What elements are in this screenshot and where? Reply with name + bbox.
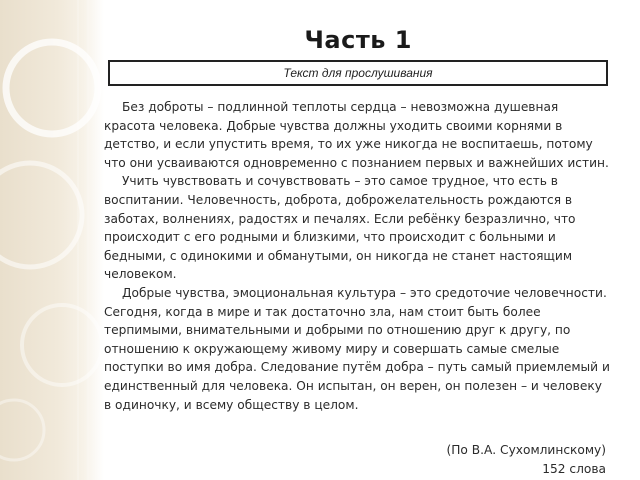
subtitle-text: Текст для прослушивания	[283, 66, 433, 80]
paragraph: Добрые чувства, эмоциональная культура – это средоточие человечности. Сегодня, когда в мире и так достаточно зла, нам стоит быть более терпимыми, внимательными и добрыми по отношению друг к другу, по отношению к окружающему живому миру и совершать самые смелые поступки во имя добра. Следование путём добра – путь самый приемлемый и единственный для человека. Он испытан, он верен, он полезен – и человеку в одиночку, и всему обществу в целом.	[104, 285, 610, 412]
decorative-rings-graphic	[0, 0, 104, 480]
attribution: (По В.А. Сухомлинскому)	[446, 443, 606, 457]
page-title: Часть 1	[304, 26, 412, 54]
body-text	[104, 98, 612, 414]
decorative-side-panel	[0, 0, 104, 480]
word-count: 152 слова	[542, 462, 606, 476]
paragraph: Учить чувствовать и сочувствовать – это самое трудное, что есть в воспитании. Человечность, доброта, доброжелательность рождаются в заботах, волнениях, радостях и печалях. Если ребёнку безразлично, что происходит с его родными и близкими, что происходит с больными и бедными, с одинокими и обманутыми, он никогда не станет настоящим человеком.	[104, 174, 576, 282]
subtitle-box	[108, 60, 608, 86]
paragraph: Без доброты – подлинной теплоты сердца – невозможна душевная красота человека. Добрые чувства должны уходить своими корнями в детство, и если упустить время, то их уже никогда не воспитаешь, потому что они усваиваются одновременно с познанием первых и важнейших истин.	[104, 100, 609, 170]
